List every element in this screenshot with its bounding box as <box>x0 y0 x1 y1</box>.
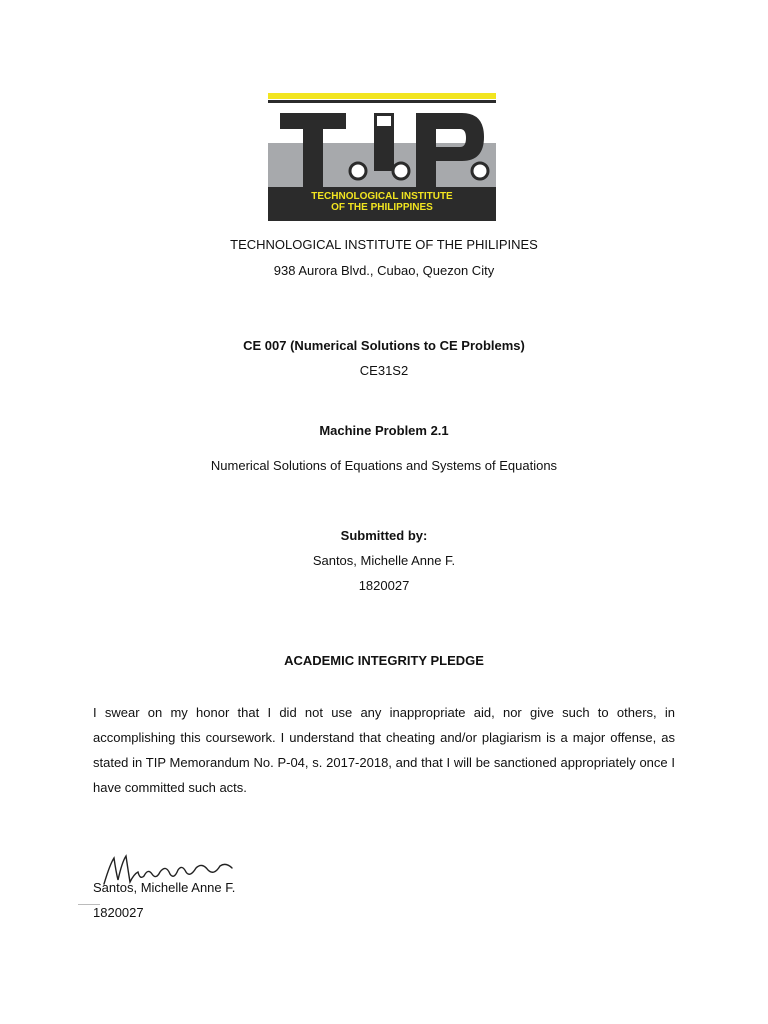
course-title: CE 007 (Numerical Solutions to CE Problems) <box>243 338 525 353</box>
problem-title: Machine Problem 2.1 <box>319 423 449 438</box>
problem-subtitle: Numerical Solutions of Equations and Systems of Equations <box>210 458 558 473</box>
signature-name: Santos, Michelle Anne F. <box>93 880 236 895</box>
institution-name: TECHNOLOGICAL INSTITUTE OF THE PHILIPINES <box>230 237 538 252</box>
logo-banner-line2: OF THE PHILIPPINES <box>331 202 433 213</box>
submitted-by-label: Submitted by: <box>340 528 428 543</box>
logo-banner-line1: TECHNOLOGICAL INSTITUTE <box>311 191 453 202</box>
submitter-name: Santos, Michelle Anne F. <box>312 553 456 568</box>
course-section: CE31S2 <box>359 363 409 378</box>
signature-id: 1820027 <box>93 905 144 920</box>
pledge-heading: ACADEMIC INTEGRITY PLEDGE <box>284 653 484 668</box>
institution-address: 938 Aurora Blvd., Cubao, Quezon City <box>273 263 495 278</box>
tip-logo <box>266 91 498 223</box>
pledge-body: I swear on my honor that I did not use any inappropriate aid, nor give such to others, in accomplishing this coursework. I understand that cheating and/or plagiarism is a major offense, as stated in TIP Memorandum No. P-04, s. 2017-2018, and that I will be sanctioned appropriately once I have committed such acts. <box>93 705 675 795</box>
submitter-id: 1820027 <box>358 578 410 593</box>
